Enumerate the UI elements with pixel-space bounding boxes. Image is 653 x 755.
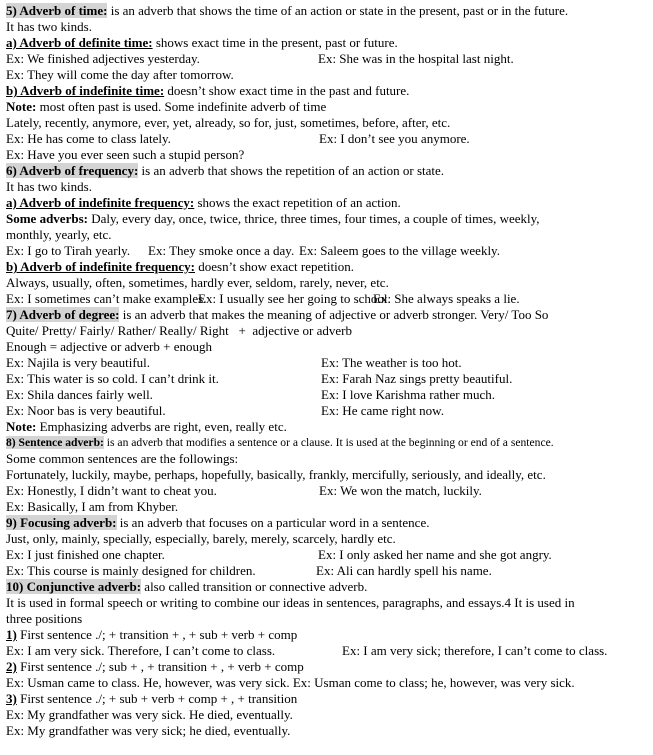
text-line [6, 339, 648, 355]
text-run: Enough = adjective or adverb + enough [6, 339, 212, 354]
text-line [6, 147, 648, 163]
text-run: Ex: They smoke once a day. [148, 243, 295, 258]
text-run: Ex: My grandfather was very sick; he died, eventually. [6, 723, 291, 738]
text-run: Ex: Saleem goes to the village weekly. [299, 243, 500, 258]
text-run: Ex: We won the match, luckily. [319, 483, 482, 498]
text-line [6, 531, 648, 547]
text-line [6, 611, 648, 627]
text-line [6, 451, 648, 467]
text-run: Ex: I love Karishma rather much. [321, 387, 495, 402]
text-line [6, 99, 648, 115]
text-run: Ex: She always speaks a lie. [373, 291, 520, 306]
text-run: Some common sentences are the followings: [6, 451, 239, 466]
text-run: Ex: Noor bas is very beautiful. [6, 403, 166, 418]
text-line [6, 195, 648, 211]
text-run: is an adverb that shows the repetition of an action or state. [138, 163, 445, 178]
subsection-heading: 3) [6, 691, 17, 706]
text-line [6, 307, 648, 323]
text-line [6, 211, 648, 227]
text-run: three positions [6, 611, 83, 626]
text-line [6, 3, 648, 19]
text-line [6, 275, 648, 291]
text-run: It has two kinds. [6, 179, 92, 194]
text-run: Ex: He has come to class lately. [6, 131, 171, 146]
text-run: It has two kinds. [6, 19, 92, 34]
text-line [6, 83, 648, 99]
text-line [6, 355, 648, 371]
text-run: Ex: This course is mainly designed for children. [6, 563, 256, 578]
text-run: is an adverb that focuses on a particular word in a sentence. [116, 515, 430, 530]
text-run: First sentence ./; + sub + verb + comp + , + transition [16, 691, 298, 706]
text-run: Daly, every day, once, twice, thrice, three times, four times, a couple of times, weekly, [87, 211, 540, 226]
text-run: Always, usually, often, sometimes, hardly ever, seldom, rarely, never, etc. [6, 275, 389, 290]
text-line [6, 163, 648, 179]
subsection-heading: a) Adverb of definite time: [6, 35, 153, 50]
text-run: Ex: We finished adjectives yesterday. [6, 51, 200, 66]
text-run: doesn’t show exact time in the past and future. [164, 83, 410, 98]
text-run: Ex: Najila is very beautiful. [6, 355, 151, 370]
text-run: Ex: Honestly, I didn’t want to cheat you. [6, 483, 217, 498]
section-heading: 5) Adverb of time: [6, 3, 108, 18]
text-run: Ex: I don’t see you anymore. [319, 131, 470, 146]
text-line [6, 627, 648, 643]
text-line [6, 371, 648, 387]
text-line [6, 419, 648, 435]
subsection-heading: 1) [6, 627, 17, 642]
note-label: Note: [6, 419, 37, 434]
text-run: Ex: They will come the day after tomorrow. [6, 67, 234, 82]
text-line [6, 595, 648, 611]
text-run: It is used in formal speech or writing to combine our ideas in sentences, paragraphs, and essays.4 It is used in [6, 595, 575, 610]
subsection-heading: b) Adverb of indefinite frequency: [6, 259, 195, 274]
text-run: Ex: Farah Naz sings pretty beautiful. [321, 371, 513, 386]
text-line [6, 707, 648, 723]
text-line [6, 67, 648, 83]
section-heading: 9) Focusing adverb: [6, 515, 117, 530]
text-line [6, 435, 648, 451]
text-run: Ex: She was in the hospital last night. [318, 51, 514, 66]
text-run: Ex: Usman came to class. He, however, was very sick. Ex: Usman come to class; he, however, was very sick. [6, 675, 575, 690]
text-line [6, 259, 648, 275]
subsection-heading: 2) [6, 659, 17, 674]
text-line [6, 515, 648, 531]
text-run: shows the exact repetition of an action. [194, 195, 401, 210]
text-line [6, 563, 648, 579]
text-run: is an adverb that modifies a sentence or a clause. It is used at the beginning or end of a sentence. [103, 436, 554, 449]
text-line [6, 675, 648, 691]
text-run: most often past is used. Some indefinite adverb of time [36, 99, 327, 114]
section-heading: 8) Sentence adverb: [6, 436, 104, 449]
text-run: is an adverb that shows the time of an action or state in the present, past or in the future. [107, 3, 569, 18]
text-run: Ex: Basically, I am from Khyber. [6, 499, 179, 514]
note-label: Some adverbs: [6, 211, 88, 226]
text-run: First sentence ./; sub + , + transition + , + verb + comp [16, 659, 304, 674]
note-label: Note: [6, 99, 37, 114]
text-run: Ex: This water is so cold. I can’t drink it. [6, 371, 219, 386]
text-run: Ex: The weather is too hot. [321, 355, 462, 370]
text-run: Fortunately, luckily, maybe, perhaps, hopefully, basically, frankly, mercifully, seriously, and ideally, etc. [6, 467, 546, 482]
text-run: Ex: Ali can hardly spell his name. [316, 563, 492, 578]
text-run: Quite/ Pretty/ Fairly/ Rather/ Really/ Right + adjective or adverb [6, 323, 352, 338]
text-line [6, 579, 648, 595]
subsection-heading: a) Adverb of indefinite frequency: [6, 195, 195, 210]
text-run: is an adverb that makes the meaning of adjective or adverb stronger. Very/ Too So [119, 307, 549, 322]
text-run: Just, only, mainly, specially, especially, barely, merely, scarcely, hardly etc. [6, 531, 396, 546]
text-line [6, 19, 648, 35]
text-line [6, 643, 648, 659]
section-heading: 6) Adverb of frequency: [6, 163, 139, 178]
text-line [6, 115, 648, 131]
text-line [6, 467, 648, 483]
text-line [6, 387, 648, 403]
text-run: monthly, yearly, etc. [6, 227, 112, 242]
text-run: Emphasizing adverbs are right, even, really etc. [36, 419, 287, 434]
text-run: Lately, recently, anymore, ever, yet, already, so for, just, sometimes, before, after, etc. [6, 115, 451, 130]
text-run: Ex: I sometimes can’t make examples. [6, 291, 207, 306]
text-run: doesn’t show exact repetition. [194, 259, 354, 274]
text-run: Ex: Shila dances fairly well. [6, 387, 153, 402]
text-run: Ex: I am very sick; therefore, I can’t come to class. [342, 643, 608, 658]
subsection-heading: b) Adverb of indefinite time: [6, 83, 165, 98]
text-line [6, 323, 648, 339]
text-line [6, 179, 648, 195]
text-line [6, 547, 648, 563]
section-heading: 10) Conjunctive adverb: [6, 579, 142, 594]
text-line [6, 691, 648, 707]
text-line [6, 35, 648, 51]
text-run: First sentence ./; + transition + , + sub + verb + comp [16, 627, 298, 642]
text-run: Ex: I usually see her going to school. [198, 291, 391, 306]
document-body [6, 3, 648, 739]
text-line [6, 483, 648, 499]
text-run: Ex: I only asked her name and she got angry. [318, 547, 552, 562]
text-line [6, 291, 648, 307]
text-line [6, 227, 648, 243]
text-run: Ex: He came right now. [321, 403, 444, 418]
text-line [6, 403, 648, 419]
text-run: Ex: I am very sick. Therefore, I can’t come to class. [6, 643, 276, 658]
section-heading: 7) Adverb of degree: [6, 307, 120, 322]
text-line [6, 499, 648, 515]
text-run: Ex: I go to Tirah yearly. [6, 243, 131, 258]
text-run: Ex: My grandfather was very sick. He died, eventually. [6, 707, 293, 722]
text-run: also called transition or connective adverb. [141, 579, 368, 594]
text-line [6, 243, 648, 259]
text-line [6, 659, 648, 675]
text-run: Ex: I just finished one chapter. [6, 547, 165, 562]
text-line [6, 723, 648, 739]
text-line [6, 131, 648, 147]
text-run: shows exact time in the present, past or future. [152, 35, 398, 50]
text-run: Ex: Have you ever seen such a stupid person? [6, 147, 245, 162]
text-line [6, 51, 648, 67]
